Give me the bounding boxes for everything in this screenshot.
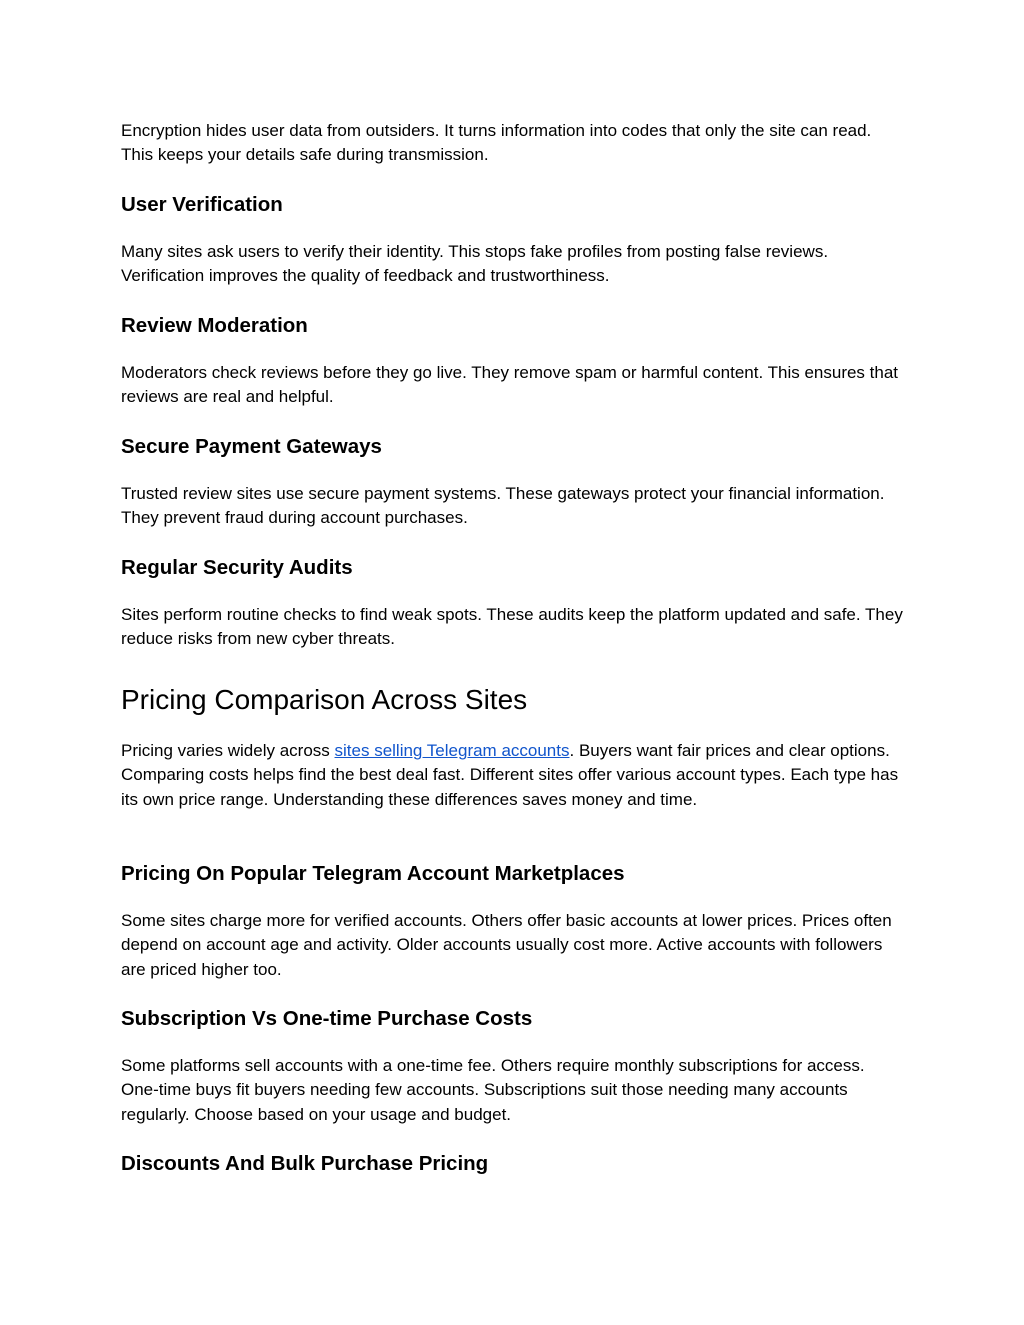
pricing-text-after: . Buyers want fair prices and clear options. Comparing costs helps find the best deal fast. Different sites offer various account types. Each type has its own price range. Understanding these differences saves money and time.: [121, 741, 899, 809]
paragraph-subscription: Some platforms sell accounts with a one-time fee. Others require monthly subscriptions for access. One-time buys fit buyers needing few accounts. Subscriptions suit those needing many accounts regularly. Choose based on your usage and budget.: [121, 1056, 865, 1124]
heading-subscription: Subscription Vs One-time Purchase Costs: [121, 1007, 533, 1030]
heading-security-audits: Regular Security Audits: [121, 556, 353, 579]
paragraph-encryption: Encryption hides user data from outsiders. It turns information into codes that only the site can read. This keeps your details safe during transmission.: [121, 121, 872, 165]
heading-discounts: Discounts And Bulk Purchase Pricing: [121, 1152, 489, 1175]
heading-marketplaces: Pricing On Popular Telegram Account Marketplaces: [121, 862, 625, 885]
paragraph-secure-payment: Trusted review sites use secure payment systems. These gateways protect your financial information. They prevent fraud during account purchases.: [121, 484, 885, 528]
paragraph-pricing: [121, 739, 906, 812]
paragraph-security-audits: Sites perform routine checks to find weak spots. These audits keep the platform updated and safe. They reduce risks from new cyber threats.: [121, 605, 903, 649]
telegram-accounts-link[interactable]: sites selling Telegram accounts: [334, 741, 570, 760]
pricing-text-before: Pricing varies widely across: [121, 741, 335, 760]
heading-review-moderation: Review Moderation: [121, 314, 308, 337]
heading-secure-payment: Secure Payment Gateways: [121, 435, 382, 458]
heading-pricing-comparison: Pricing Comparison Across Sites: [121, 684, 528, 715]
paragraph-marketplaces: Some sites charge more for verified accounts. Others offer basic accounts at lower prices. Prices often depend on account age and activity. Older accounts usually cost more. Active accounts with followers are priced higher too.: [121, 911, 892, 979]
paragraph-user-verification: Many sites ask users to verify their identity. This stops fake profiles from posting false reviews. Verification improves the quality of feedback and trustworthiness.: [121, 242, 829, 286]
heading-user-verification: User Verification: [121, 193, 283, 216]
paragraph-review-moderation: Moderators check reviews before they go live. They remove spam or harmful content. This ensures that reviews are real and helpful.: [121, 363, 899, 407]
